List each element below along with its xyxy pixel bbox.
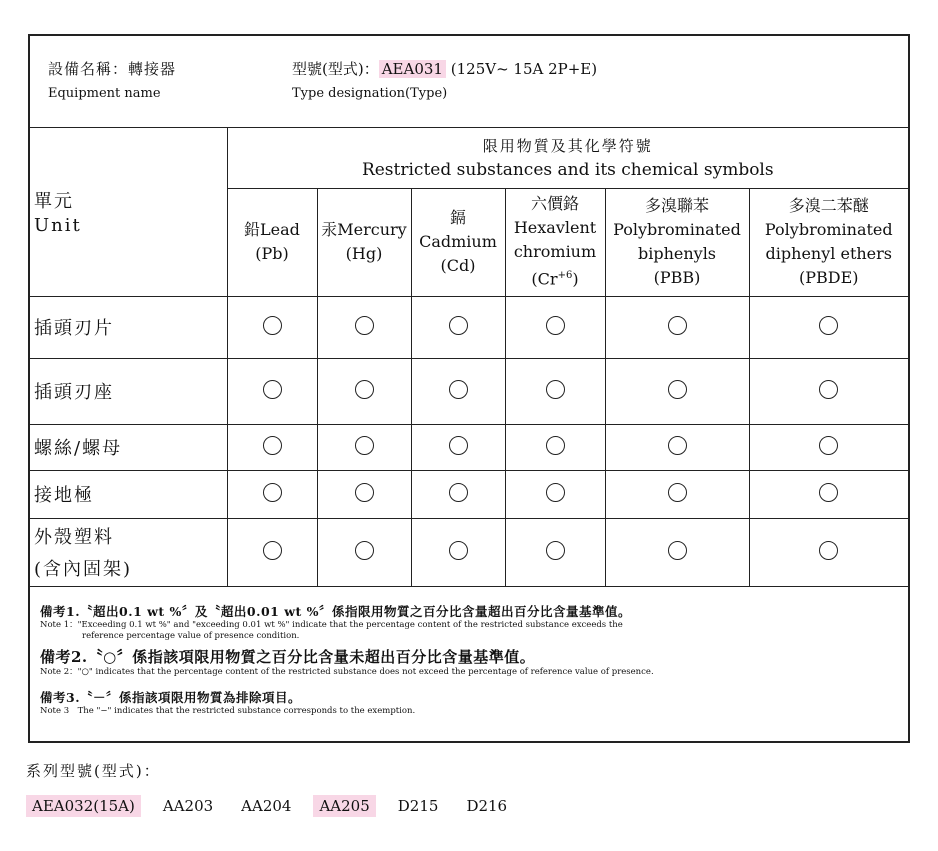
col-chromium-en2: chromium [513, 242, 597, 262]
note2-zh: 備考2.〝○〞係指該項限用物質之百分比含量未超出百分比含量基準值。 [40, 648, 536, 666]
substance-cell [605, 358, 749, 424]
col-pbde-zh: 多溴二苯醚 [788, 196, 869, 215]
series-model: D215 [397, 797, 439, 815]
type-label-en: Type designation(Type) [292, 86, 448, 101]
circle-mark-icon [449, 316, 468, 335]
substance-cell [749, 424, 908, 470]
col-pbde-symbol: (PBDE) [799, 268, 859, 287]
group-header-en: Restricted substances and its chemical symbols [361, 160, 774, 181]
substance-cell [605, 518, 749, 586]
circle-mark-icon [546, 316, 565, 335]
substance-cell [227, 296, 317, 358]
col-header-pbde [749, 188, 908, 296]
unit-name-sub: (含內固架) [34, 559, 133, 580]
substance-cell [605, 470, 749, 518]
col-chromium-en1: Hexavlent [513, 218, 597, 238]
circle-mark-icon [355, 316, 374, 335]
substances-group-header [227, 128, 908, 188]
table-row [30, 424, 908, 470]
circle-mark-icon [546, 541, 565, 560]
col-header-pbb [605, 188, 749, 296]
col-lead-name: 鉛Lead [244, 220, 300, 239]
circle-mark-icon [819, 483, 838, 502]
circle-mark-icon [546, 436, 565, 455]
note3-en: Note 3 The "−" indicates that the restricted substance corresponds to the exemption. [40, 706, 416, 716]
col-chromium-symbol: $(Cr^{+6})$ [531, 269, 579, 289]
substance-cell [749, 470, 908, 518]
circle-mark-icon [263, 483, 282, 502]
circle-mark-icon [668, 483, 687, 502]
circle-mark-icon [449, 541, 468, 560]
substance-cell [505, 358, 605, 424]
unit-name: 外殼塑料 [34, 527, 114, 548]
col-mercury-symbol: (Hg) [345, 244, 383, 263]
col-header-chromium [505, 188, 605, 296]
substance-cell [227, 424, 317, 470]
substance-cell [317, 296, 411, 358]
series-model: AA205 [313, 795, 375, 817]
circle-mark-icon [263, 380, 282, 399]
note2-en: Note 2："○" indicates that the percentage content of the restricted substance does not exceed the percentage of reference value of presence. [40, 667, 654, 677]
table-row [30, 296, 908, 358]
table-row [30, 358, 908, 424]
substance-cell [749, 358, 908, 424]
substance-cell [605, 296, 749, 358]
equipment-name-zh: 設備名稱：轉接器 [48, 60, 177, 78]
type-spec: (125V~ 15A 2P+E) [450, 60, 598, 78]
unit-name: 插頭刃座 [34, 382, 114, 403]
substance-cell [317, 424, 411, 470]
col-pbb-en2: biphenyls [637, 244, 717, 263]
unit-header-zh: 單元 [34, 191, 74, 213]
substance-cell [317, 470, 411, 518]
table-row [30, 518, 908, 586]
notes-section [30, 588, 908, 738]
series-model: AA203 [162, 797, 214, 815]
note3-zh: 備考3.〝－〞係指該項限用物質為排除項目。 [40, 690, 302, 705]
unit-name: 插頭刃片 [34, 318, 114, 339]
substance-cell [505, 518, 605, 586]
group-header-zh: 限用物質及其化學符號 [482, 137, 653, 156]
col-lead-symbol: (Pb) [255, 244, 289, 263]
substance-cell [227, 358, 317, 424]
restricted-substances-table [30, 128, 908, 587]
unit-cell [30, 470, 227, 518]
type-designation [292, 58, 597, 79]
table-row [30, 470, 908, 518]
circle-mark-icon [546, 483, 565, 502]
col-pbde-en2: diphenyl ethers [765, 244, 892, 263]
circle-mark-icon [546, 380, 565, 399]
circle-mark-icon [263, 541, 282, 560]
circle-mark-icon [355, 483, 374, 502]
col-cadmium-symbol: (Cd) [440, 256, 476, 275]
circle-mark-icon [819, 316, 838, 335]
unit-header-en: Unit [34, 215, 82, 237]
circle-mark-icon [263, 436, 282, 455]
circle-mark-icon [668, 436, 687, 455]
circle-mark-icon [668, 541, 687, 560]
col-pbb-symbol: (PBB) [653, 268, 701, 287]
col-header-lead [227, 188, 317, 296]
note1-en-b: reference percentage value of presence condition. [82, 631, 300, 641]
unit-name: 接地極 [34, 485, 94, 506]
series-model: AA204 [241, 797, 292, 815]
circle-mark-icon [668, 380, 687, 399]
substance-cell [411, 518, 505, 586]
circle-mark-icon [668, 316, 687, 335]
substance-cell [411, 296, 505, 358]
substance-cell [411, 470, 505, 518]
circle-mark-icon [449, 436, 468, 455]
circle-mark-icon [263, 316, 282, 335]
unit-header [30, 128, 227, 296]
series-model-list [26, 795, 529, 817]
substance-cell [505, 424, 605, 470]
series-title: 系列型號(型式)： [26, 762, 161, 780]
circle-mark-icon [819, 541, 838, 560]
series-model: D216 [466, 797, 508, 815]
circle-mark-icon [449, 380, 468, 399]
unit-cell [30, 296, 227, 358]
series-model: AEA032(15A) [26, 795, 141, 817]
equipment-name-en: Equipment name [48, 86, 161, 101]
substance-cell [411, 358, 505, 424]
col-chromium-zh: 六價鉻 [530, 194, 579, 214]
substance-cell [411, 424, 505, 470]
circle-mark-icon [819, 380, 838, 399]
type-value: AEA031 [379, 60, 446, 78]
col-header-mercury [317, 188, 411, 296]
circle-mark-icon [355, 380, 374, 399]
col-pbb-en1: Polybrominated [613, 220, 741, 239]
substance-cell [749, 518, 908, 586]
substance-cell [227, 518, 317, 586]
circle-mark-icon [355, 436, 374, 455]
note1-zh: 備考1.〝超出0.1 wt %〞及〝超出0.01 wt %〞係指限用物質之百分比含量超出百分比含量基準值。 [40, 604, 631, 619]
col-header-cadmium [411, 188, 505, 296]
substance-cell [317, 358, 411, 424]
unit-name: 螺絲/螺母 [34, 438, 123, 459]
substance-cell [505, 470, 605, 518]
circle-mark-icon [819, 436, 838, 455]
type-label-zh: 型號(型式)： [292, 60, 379, 78]
substance-cell [605, 424, 749, 470]
rohs-declaration-frame [28, 34, 910, 743]
unit-cell [30, 424, 227, 470]
substance-cell [317, 518, 411, 586]
equipment-header [30, 36, 908, 128]
col-pbb-zh: 多溴聯苯 [644, 196, 709, 215]
circle-mark-icon [449, 483, 468, 502]
circle-mark-icon [355, 541, 374, 560]
substance-cell [505, 296, 605, 358]
substance-cell [749, 296, 908, 358]
col-cadmium-name: 鎘Cadmium [419, 208, 497, 251]
substance-cell [227, 470, 317, 518]
col-pbde-en1: Polybrominated [764, 220, 893, 239]
note1-en-a: Note 1："Exceeding 0.1 wt %" and "exceeding 0.01 wt %" indicate that the percentage content of the restricted substance exceeds the [40, 620, 623, 630]
col-mercury-name: 汞Mercury [321, 220, 407, 239]
unit-cell [30, 358, 227, 424]
unit-cell [30, 518, 227, 586]
